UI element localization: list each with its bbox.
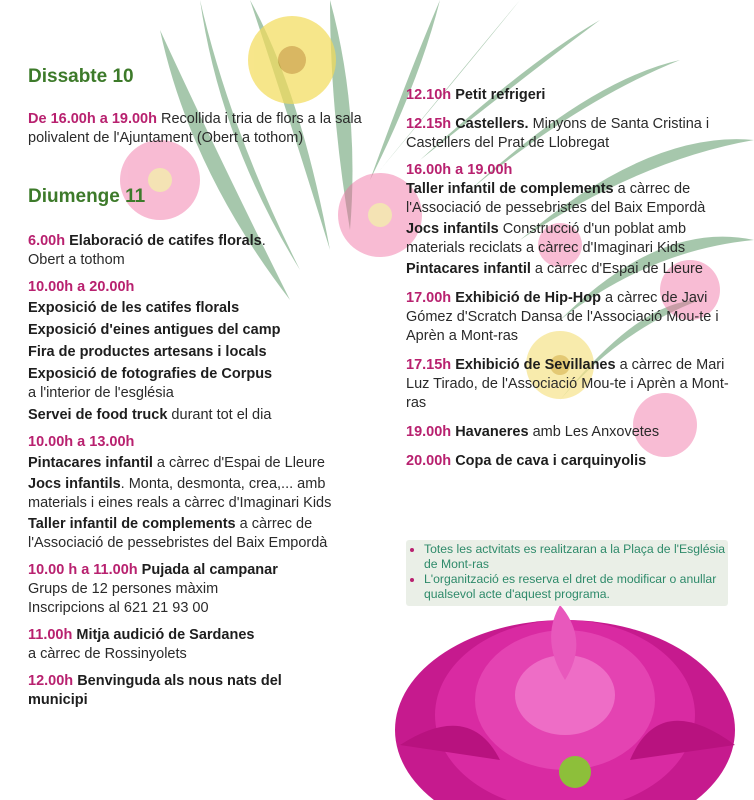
event-time: 12.10h	[406, 87, 452, 103]
left-column	[28, 66, 380, 710]
event-subtitle: Grups de 12 persones màxim	[28, 581, 219, 597]
event-title: Fira de productes artesans i locals	[28, 344, 267, 360]
event-title: Jocs infantils	[406, 221, 499, 237]
event-block	[406, 115, 746, 153]
event-text: a càrrec d'Espai de Lleure	[530, 261, 703, 277]
event-block	[28, 232, 380, 270]
event-time: De 16.00h a 19.00h	[28, 111, 157, 127]
event-time: 17.00h	[406, 290, 452, 306]
event-title: Exhibició de Hip-Hop	[455, 290, 601, 306]
sunday-heading: Diumenge 11	[28, 186, 146, 207]
event-time: 20.00h	[406, 453, 452, 469]
event-time: 11.00h	[28, 627, 73, 643]
event-text: a càrrec de Javi Gómez d'Scratch Dansa de l'Associació Mou-te i Aprèn a Mont-ras	[406, 290, 719, 344]
event-title: Pujada al campanar	[141, 562, 278, 578]
event-block	[28, 672, 318, 710]
event-title: Exposició de les catifes florals	[28, 300, 240, 316]
event-subtitle: a càrrec de Rossinyolets	[28, 646, 187, 662]
event-block	[28, 433, 380, 553]
event-time: 6.00h	[28, 233, 66, 249]
event-time: 10.00h a 20.00h	[28, 279, 135, 295]
event-text: amb Les Anxovetes	[528, 424, 660, 440]
event-title: Elaboració de catifes florals	[69, 233, 262, 249]
event-block	[406, 161, 746, 279]
event-time: 16.00h a 19.00h	[406, 162, 513, 178]
right-column	[406, 86, 746, 471]
saturday-heading: Dissabte 10	[28, 66, 134, 87]
event-text: a càrrec de l'Associació de pessebristes del Baix Empordà	[28, 516, 328, 551]
event-description: Recollida i tria de flors a la sala polivalent de l'Ajuntament (Obert a tothom)	[28, 111, 362, 146]
event-time: 10.00 h a 11.00h	[28, 562, 138, 578]
event-text: .	[261, 233, 266, 249]
notes-box	[406, 540, 728, 606]
event-text: Minyons de Santa Cristina i Castellers del Prat de Llobregat	[406, 116, 710, 151]
event-title: Pintacares infantil	[28, 455, 153, 471]
event-title: Mitja audició de Sardanes	[76, 627, 255, 643]
saturday-event	[28, 110, 380, 148]
event-block	[28, 561, 380, 618]
event-title: Castellers.	[455, 116, 529, 132]
event-title: Petit refrigeri	[455, 87, 546, 103]
event-title: Exposició d'eines antigues del camp	[28, 322, 281, 338]
note-item: • L'organització es reserva el dret de modificar o anullar qualsevol acte d'aquest programa.	[424, 572, 728, 602]
event-block	[406, 356, 746, 413]
event-block	[28, 278, 380, 425]
event-title: Havaneres	[455, 424, 529, 440]
event-title: Pintacares infantil	[406, 261, 531, 277]
event-block	[406, 86, 746, 105]
event-subtitle: Obert a tothom	[28, 252, 125, 268]
event-block	[406, 423, 746, 442]
event-text: Construcció d'un poblat amb materials reciclats a càrrec d'Imaginari Kids	[406, 221, 687, 256]
event-text: a càrrec de l'Associació de pessebristes del Baix Empordà	[406, 181, 706, 216]
event-time: 19.00h	[406, 424, 452, 440]
event-time: 17.15h	[406, 357, 452, 373]
event-text: . Monta, desmonta, crea,... amb materials i eines reals a càrrec d'Imaginari Kids	[28, 476, 332, 511]
magenta-dahlia-icon	[395, 605, 735, 800]
event-time: 12.15h	[406, 116, 452, 132]
event-title: Copa de cava i carquinyolis	[455, 453, 647, 469]
event-block	[406, 289, 746, 346]
event-text: durant tot el dia	[167, 407, 272, 423]
event-title: Taller infantil de complements	[28, 516, 236, 532]
event-block	[28, 626, 380, 664]
event-title: Taller infantil de complements	[406, 181, 614, 197]
event-title: Servei de food truck	[28, 407, 168, 423]
event-subtitle: a l'interior de l'església	[28, 385, 174, 401]
event-title: Benvinguda als nous nats del municipi	[28, 673, 282, 708]
event-text: a càrrec d'Espai de Lleure	[152, 455, 325, 471]
event-block	[406, 452, 746, 471]
event-time: 12.00h	[28, 673, 74, 689]
event-time: 10.00h a 13.00h	[28, 434, 135, 450]
event-subtitle: Inscripcions al 621 21 93 00	[28, 600, 209, 616]
event-title: Exposició de fotografies de Corpus	[28, 366, 273, 382]
event-title: Jocs infantils	[28, 476, 121, 492]
event-title: Exhibició de Sevillanes	[455, 357, 616, 373]
note-item: • Totes les actvitats es realitzaran a la Plaça de l'Església de Mont-ras	[424, 542, 728, 572]
event-text: a càrrec de Mari Luz Tirado, de l'Associació Mou-te i Aprèn a Mont-ras	[406, 357, 729, 411]
